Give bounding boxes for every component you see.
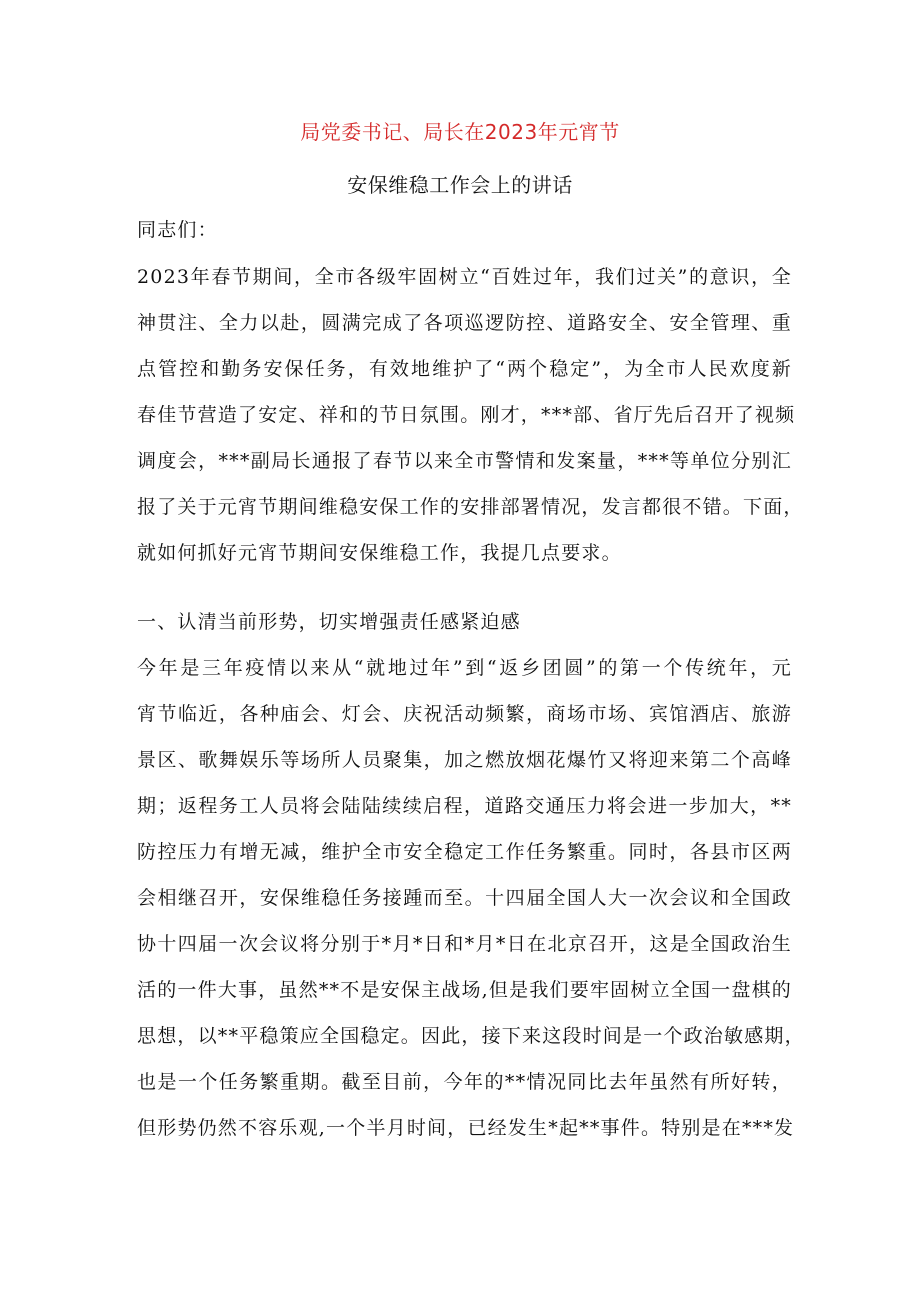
paragraph-line: 景区、歌舞娱乐等场所人员聚集，加之燃放烟花爆竹又将迎来第二个高峰 [137,749,792,771]
paragraph-1 [137,254,804,576]
document-title-line2: 安保维稳工作会上的讲话 [347,173,573,197]
paragraph-line: 宵节临近，各种庙会、灯会、庆祝活动频繁，商场市场、宾馆酒店、旅游 [137,703,792,725]
document-title-line1: 局党委书记、局长在2023年元宵节 [300,120,620,144]
paragraph-line: 思想，以**平稳策应全国稳定。因此，接下来这段时间是一个政治敏感期， [137,1025,805,1047]
paragraph-line: 也是一个任务繁重期。截至目前，今年的**情况同比去年虽然有所好转， [137,1071,792,1093]
paragraph-line: 期；返程务工人员将会陆陆续续启程，道路交通压力将会进一步加大，** [137,795,792,817]
paragraph-line: 会相继召开，安保维稳任务接踵而至。十四届全国人大一次会议和全国政 [137,887,792,909]
paragraph-line: 2023年春节期间，全市各级牢固树立“百姓过年，我们过关”的意识，全 [137,266,792,288]
salutation-line: 同志们： [137,219,218,241]
paragraph-line: 活的一件大事，虽然**不是安保主战场,但是我们要牢固树立全国一盘棋的 [137,979,792,1001]
paragraph-line: 点管控和勤务安保任务，有效地维护了“两个稳定”，为全市人民欢度新 [137,358,792,380]
paragraph-line: 就如何抓好元宵节期间安保维稳工作，我提几点要求。 [137,542,622,564]
paragraph-line: 协十四届一次会议将分别于*月*日和*月*日在北京召开，这是全国政治生 [137,933,792,955]
paragraph-line: 调度会，***副局长通报了春节以来全市警情和发案量，***等单位分别汇 [137,450,792,472]
paragraph-line: 今年是三年疫情以来从“就地过年”到“返乡团圆”的第一个传统年，元 [137,657,792,679]
salutation [137,207,792,253]
paragraph-line: 神贯注、全力以赴，圆满完成了各项巡逻防控、道路安全、安全管理、重 [137,312,792,334]
paragraph-line: 但形势仍然不容乐观,一个半月时间，已经发生*起**事件。特别是在***发 [137,1117,795,1139]
paragraph-line: 春佳节营造了安定、祥和的节日氛围。刚才，***部、省厅先后召开了视频 [137,404,796,426]
section-heading-line: 一、认清当前形势，切实增强责任感紧迫感 [137,611,521,633]
section-1-heading [137,599,792,645]
paragraph-line: 防控压力有增无减，维护全市安全稳定工作任务繁重。同时，各县市区两 [137,841,792,863]
paragraph-line: 报了关于元宵节期间维稳安保工作的安排部署情况，发言都很不错。下面， [137,496,804,518]
paragraph-2 [137,645,805,1151]
